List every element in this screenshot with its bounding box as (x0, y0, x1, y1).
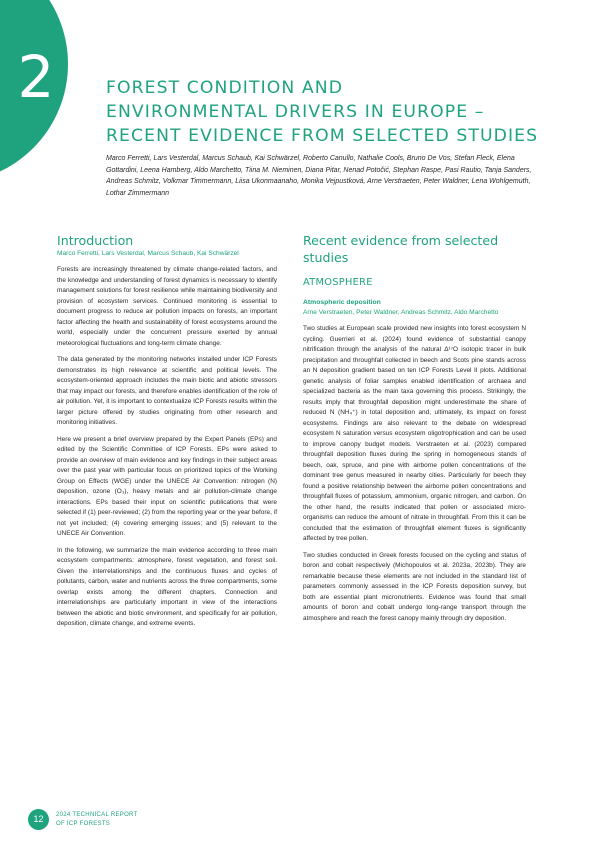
introduction-heading: Introduction (57, 233, 134, 248)
recent-evidence-column (303, 232, 526, 630)
chapter-title-line-1: FOREST CONDITION AND (106, 78, 344, 98)
chapter-title-line-2: ENVIRONMENTAL DRIVERS IN EUROPE – (106, 102, 485, 122)
chapter-authors: Marco Ferretti, Lars Vesterdal, Marcus Schaub, Kai Schwärzel, Roberto Canullo, Nathalie Cools, Bruno De Vos, Stefan Fleck, Elena Gottardini, Leena Hamberg, Aldo Marchetto, Tiina M. Nieminen, Diana Pitar, Nenad Potočić, Stephan Raspe, Pasi Rautio, Tanja Sanders, Andreas Schmitz, Volkmar Timmermann, Liisa Ukonmaanaho, Monika Vejpustková, Arne Verstraeten, Peter Waldner, Lena Wohlgemuth, Lothar Zimmermann (106, 155, 532, 198)
introduction-paragraph: In the following, we summarize the main evidence according to three main ecosystem compartments: atmosphere, forest vegetation, and forest soil. Given the interrelationships and the continuous fluxes and cycles of pollutants, carbon, water and nutrients across the three compartments, some overlap exists among the different chapters. Connection and interrelationships are particularly important in view of the interactions between the abiotic and biotic environment, and specifically for air pollution, deposition, climate change, and extreme events. (57, 546, 277, 627)
introduction-paragraph: Forests are increasingly threatened by climate change-related factors, and the knowledge and understanding of forest dynamics is necessary to identify management solutions for forest resilience while maintaining biodiversity and provision of ecosystem services. Continued monitoring is essential to document progress to reduce air pollution impacts on forests, an important factor affecting the health and sustainability of forest ecosystems around the world, especially under the concurrent pressure exerted by annual meteorological fluctuations and long-term climate change. (57, 266, 277, 347)
atmospheric-deposition-heading: Atmospheric deposition (303, 299, 381, 306)
introduction-paragraph: Here we present a brief overview prepared by the Expert Panels (EPs) and edited by the Scientific Committee of ICP Forests. EPs were asked to provide an overview of main evidence and key findings in their subject areas over the past year with particular focus on prioritized topics of the Working Group on Effects (WGE) under the UNECE Air Convention: nitrogen (N) deposition, ozone (O₃), heavy metals and air pollution-climate change interactions. EPs based their input on scientific publications that were selected if (1) peer-reviewed; (2) from the reporting year or the year before, if not yet included; (4) covering emerging issues; and (5) relevant to the UNECE Air Convention. (57, 435, 277, 537)
atmosphere-subheading: ATMOSPHERE (303, 277, 373, 288)
report-title-line-2: OF ICP FORESTS (56, 820, 111, 827)
chapter-title (106, 76, 576, 148)
report-title-line-1: 2024 TECHNICAL REPORT (56, 812, 138, 818)
page-number: 12 (28, 809, 49, 830)
introduction-byline: Marco Ferretti, Lars Vesterdal, Marcus Schaub, Kai Schwärzel (57, 250, 239, 257)
atmospheric-deposition-byline: Arne Verstraeten, Peter Waldner, Andreas Schmitz, Aldo Marchetto (303, 309, 499, 316)
introduction-paragraph: The data generated by the monitoring networks installed under ICP Forests demonstrates its high relevance at scientific and political levels. The ecosystem-oriented approach includes the main biotic and abiotic stressors that may impact our forests, and therefore enables identification of the role of air pollution. Yet, it is important to contextualize ICP Forests results within the larger picture offered by studies originating from other research and monitoring initiatives. (57, 356, 277, 426)
chapter-number: 2 (17, 43, 55, 111)
recent-evidence-heading: Recent evidence from selected studies (303, 233, 499, 265)
introduction-column (57, 232, 277, 636)
deposition-paragraph: Two studies conducted in Greek forests focused on the cycling and status of boron and cobalt respectively (Michopoulos et al. 2023a, 2023b). They are remarkable because these elements are not included in the standard list of parameters commonly assessed in the ICP Forests deposition survey, but both are essential plant micronutrients. Evidence was found that small amounts of boron and cobalt undergo long-range transport through the atmosphere and reach the forest canopy mainly through dry deposition. (303, 551, 526, 622)
chapter-title-line-3: RECENT EVIDENCE FROM SELECTED STUDIES (106, 126, 539, 146)
report-title (56, 811, 176, 828)
deposition-paragraph: Two studies at European scale provided new insights into forest ecosystem N cycling. Guerrieri et al. (2024) found evidence of substantial canopy nitrification through the analysis of the natural Δ¹⁷O isotopic tracer in bulk precipitation and throughfall collected in beech and Scots pine stands across an N deposition gradient based on ten ICP Forests Level II plots. Additional genetic analysis of foliar samples enabled identification of archaea and specialized bacteria as the main taxa governing this process. Strikingly, the results imply that throughfall deposition might underestimate the share of reduced N (NH₄⁺) in total deposition and, ultimately, its impact on forest ecosystems. Findings are also relevant to the debate on widespread ecosystem N saturation versus ecosystem oligotrophication and can be used to improve canopy budget models. Verstraeten et al. (2023) compared throughfall deposition fluxes during the spring in homogeneous stands of beech, oak, spruce, and pine with airborne pollen concentrations of the dominant tree genus measured in nearby cities. Particularly for beech they found a positive relationship between the airborne pollen concentrations and throughfall fluxes of potassium, ammonium, organic nitrogen, and carbon. On the other hand, the results indicated that pollen or associated micro-organisms can reduce the amount of nitrate in throughfall. From this it can be concluded that the estimation of throughfall element fluxes is significantly affected by tree pollen. (303, 325, 526, 542)
